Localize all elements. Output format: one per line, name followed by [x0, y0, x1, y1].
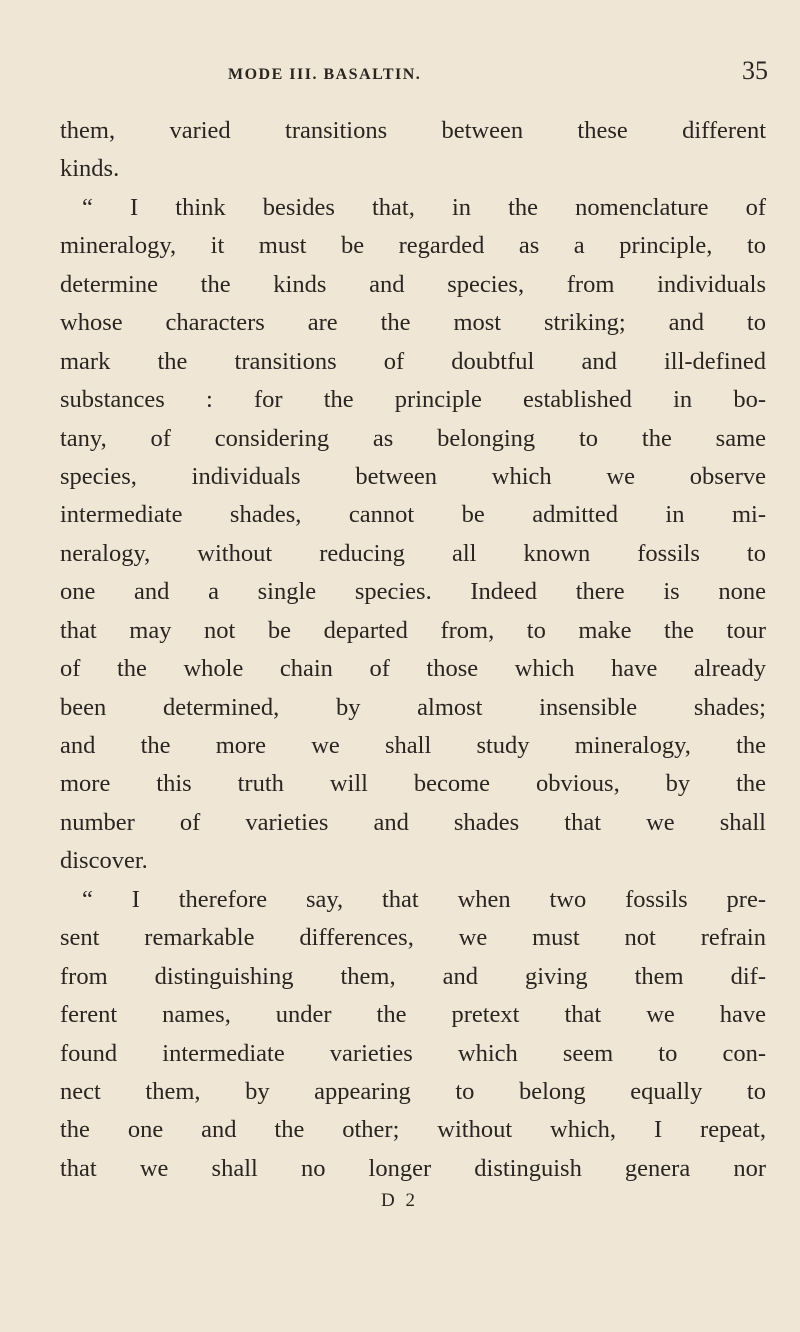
text-line: the one and the other; without which, I repeat, — [60, 1116, 766, 1144]
signature-mark: D 2 — [381, 1190, 418, 1211]
text-line: mineralogy, it must be regarded as a principle, to — [60, 232, 766, 260]
text-line: neralogy, without reducing all known fossils to — [60, 539, 766, 567]
text-line: nect them, by appearing to belong equally to — [60, 1077, 766, 1105]
text-line: them, varied transitions between these different — [60, 117, 766, 144]
text-line: mark the transitions of doubtful and ill-defined — [60, 347, 766, 375]
text-line: number of varieties and shades that we shall — [60, 808, 766, 836]
text-line: that we shall no longer distinguish genera nor — [60, 1154, 766, 1182]
text-line: determine the kinds and species, from individuals — [60, 270, 766, 298]
text-line: more this truth will become obvious, by the — [60, 770, 766, 798]
text-line: ferent names, under the pretext that we have — [60, 1001, 766, 1029]
text-line: found intermediate varieties which seem to con- — [60, 1039, 766, 1067]
text-line: tany, of considering as belonging to the same — [60, 424, 766, 452]
page-number: 35 — [742, 56, 768, 85]
text-line: sent remarkable differences, we must not refrain — [60, 924, 766, 952]
text-line: whose characters are the most striking; and to — [60, 309, 766, 337]
text-line: “ I therefore say, that when two fossils pre- — [82, 885, 766, 913]
text-line: substances : for the principle established in bo- — [60, 386, 766, 414]
text-line: discover. — [60, 847, 148, 875]
text-line: from distinguishing them, and giving them dif- — [60, 962, 766, 990]
text-line: been determined, by almost insensible shades; — [60, 693, 766, 721]
text-line: that may not be departed from, to make the tour — [60, 616, 766, 644]
page-header — [228, 56, 768, 92]
text-line: and the more we shall study mineralogy, the — [60, 732, 766, 759]
text-line: intermediate shades, cannot be admitted in mi- — [60, 501, 766, 529]
text-line: species, individuals between which we observe — [60, 462, 766, 490]
text-line: kinds. — [60, 155, 120, 183]
text-line: “ I think besides that, in the nomenclature of — [82, 193, 766, 221]
running-title: MODE III. BASALTIN. — [228, 66, 422, 83]
text-line: one and a single species. Indeed there is none — [60, 578, 766, 606]
body-text — [60, 112, 766, 1188]
text-line: of the whole chain of those which have already — [60, 655, 766, 683]
